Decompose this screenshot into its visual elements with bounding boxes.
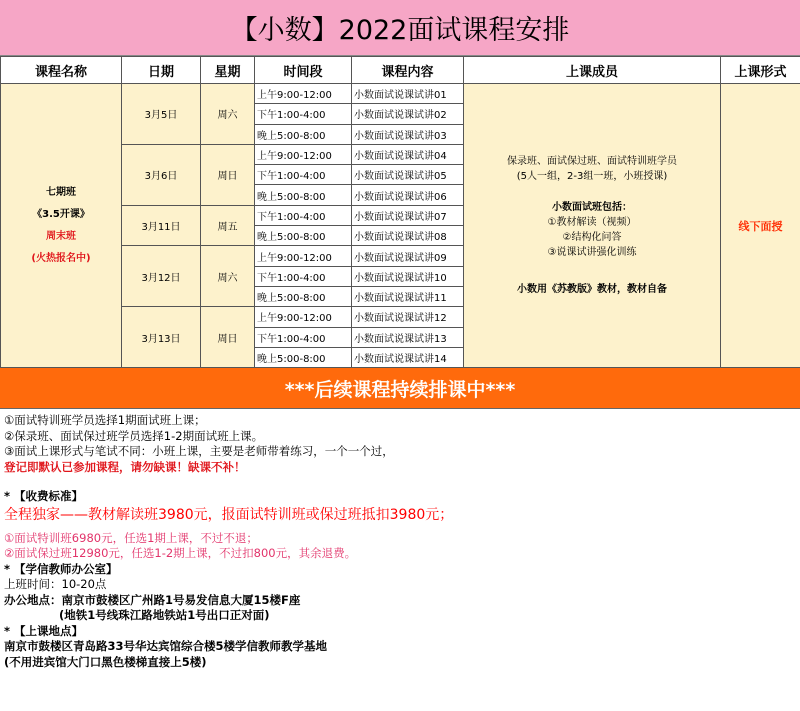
content-cell: 小数面试说课试讲01 [352,84,464,104]
weekday-cell: 周日 [201,144,255,205]
date-cell: 3月13日 [122,307,201,368]
members-textbook: 小数用《苏教版》教材，教材自备 [517,284,667,296]
fee-item-2: ②面试保过班12980元，任选1-2期上课，不过扣800元，其余退费。 [4,546,357,561]
content-cell: 小数面试说课试讲09 [352,246,464,266]
content-cell: 小数面试说课试讲07 [352,205,464,225]
note-2: ②保录班、面试保过班学员选择1-2期面试班上课。 [4,428,264,443]
content-cell: 小数面试说课试讲05 [352,165,464,185]
date-cell: 3月5日 [122,84,201,145]
time-cell: 上午9:00-12:00 [255,246,352,266]
ongoing-banner: ***后续课程持续排课中*** [0,368,800,409]
class-info-cell [1,84,122,368]
content-cell: 小数面试说课试讲10 [352,266,464,286]
time-cell: 上午9:00-12:00 [255,144,352,164]
date-cell: 3月12日 [122,246,201,307]
class-start: 《3.5开课》 [32,208,90,220]
time-cell: 晚上5:00-8:00 [255,286,352,306]
office-address: 办公地点：南京市鼓楼区广州路1号易发信息大厦15楼F座 [4,592,301,607]
content-cell: 小数面试说课试讲12 [352,307,464,327]
members-line1: 保录班、面试保过班、面试特训班学员 [507,156,677,168]
class-status: (火热报名中) [31,252,91,264]
content-cell: 小数面试说课试讲11 [352,286,464,306]
members-cell [464,84,721,368]
fee-heading: * 【收费标准】 [4,489,84,504]
header-members: 上课成员 [464,57,721,84]
notes-section [0,409,800,670]
time-cell: 晚上5:00-8:00 [255,347,352,367]
members-item1: ①教材解读（视频） [547,217,637,229]
time-cell: 下午1:00-4:00 [255,327,352,347]
content-cell: 小数面试说课试讲14 [352,347,464,367]
page-title: 【小数】2022面试课程安排 [0,0,800,56]
time-cell: 下午1:00-4:00 [255,165,352,185]
note-3: ③面试上课形式与笔试不同：小班上课，主要是老师带着练习，一个一个过， [4,444,394,459]
schedule-table [0,56,800,368]
content-cell: 小数面试说课试讲03 [352,124,464,144]
members-item2: ②结构化问答 [562,232,622,244]
header-row [1,57,800,84]
date-cell: 3月11日 [122,205,201,246]
members-line2: (5人一组，2-3组一班，小班授课) [516,171,668,183]
time-cell: 下午1:00-4:00 [255,205,352,225]
content-cell: 小数面试说课试讲06 [352,185,464,205]
weekday-cell: 周六 [201,84,255,145]
venue-heading: * 【上课地点】 [4,623,84,638]
header-course-name: 课程名称 [1,57,122,84]
time-cell: 晚上5:00-8:00 [255,124,352,144]
table-row [1,84,800,104]
time-cell: 下午1:00-4:00 [255,266,352,286]
weekday-cell: 周六 [201,246,255,307]
time-cell: 上午9:00-12:00 [255,307,352,327]
attendance-warning: 登记即默认已参加课程，请勿缺课！缺课不补！ [4,459,246,474]
office-metro: (地铁1号线珠江路地铁站1号出口正对面) [59,608,270,623]
venue-note: (不用进宾馆大门口黑色楼梯直接上5楼) [4,654,207,669]
office-heading: * 【学信教师办公室】 [4,561,118,576]
class-name: 七期班 [46,186,76,198]
time-cell: 下午1:00-4:00 [255,104,352,124]
content-cell: 小数面试说课试讲08 [352,226,464,246]
office-hours: 上班时间：10-20点 [4,577,107,592]
note-1: ①面试特训班学员选择1期面试班上课； [4,413,206,428]
time-cell: 晚上5:00-8:00 [255,226,352,246]
header-format: 上课形式 [721,57,800,84]
fee-item-1: ①面试特训班6980元，任选1期上课，不过不退； [4,530,258,545]
exclusive-offer: 全程独家——教材解读班3980元，报面试特训班或保过班抵扣3980元； [4,506,454,523]
venue-address: 南京市鼓楼区青岛路33号华达宾馆综合楼5楼学信教师教学基地 [4,639,328,654]
content-cell: 小数面试说课试讲02 [352,104,464,124]
members-item3: ③说课试讲强化训练 [547,247,637,259]
format-cell: 线下面授 [721,84,800,368]
content-cell: 小数面试说课试讲13 [352,327,464,347]
time-cell: 上午9:00-12:00 [255,84,352,104]
date-cell: 3月6日 [122,144,201,205]
header-weekday: 星期 [201,57,255,84]
members-heading: 小数面试班包括： [552,202,632,214]
header-time: 时间段 [255,57,352,84]
content-cell: 小数面试说课试讲04 [352,144,464,164]
weekday-cell: 周五 [201,205,255,246]
time-cell: 晚上5:00-8:00 [255,185,352,205]
header-content: 课程内容 [352,57,464,84]
header-date: 日期 [122,57,201,84]
class-type: 周末班 [46,230,76,242]
weekday-cell: 周日 [201,307,255,368]
